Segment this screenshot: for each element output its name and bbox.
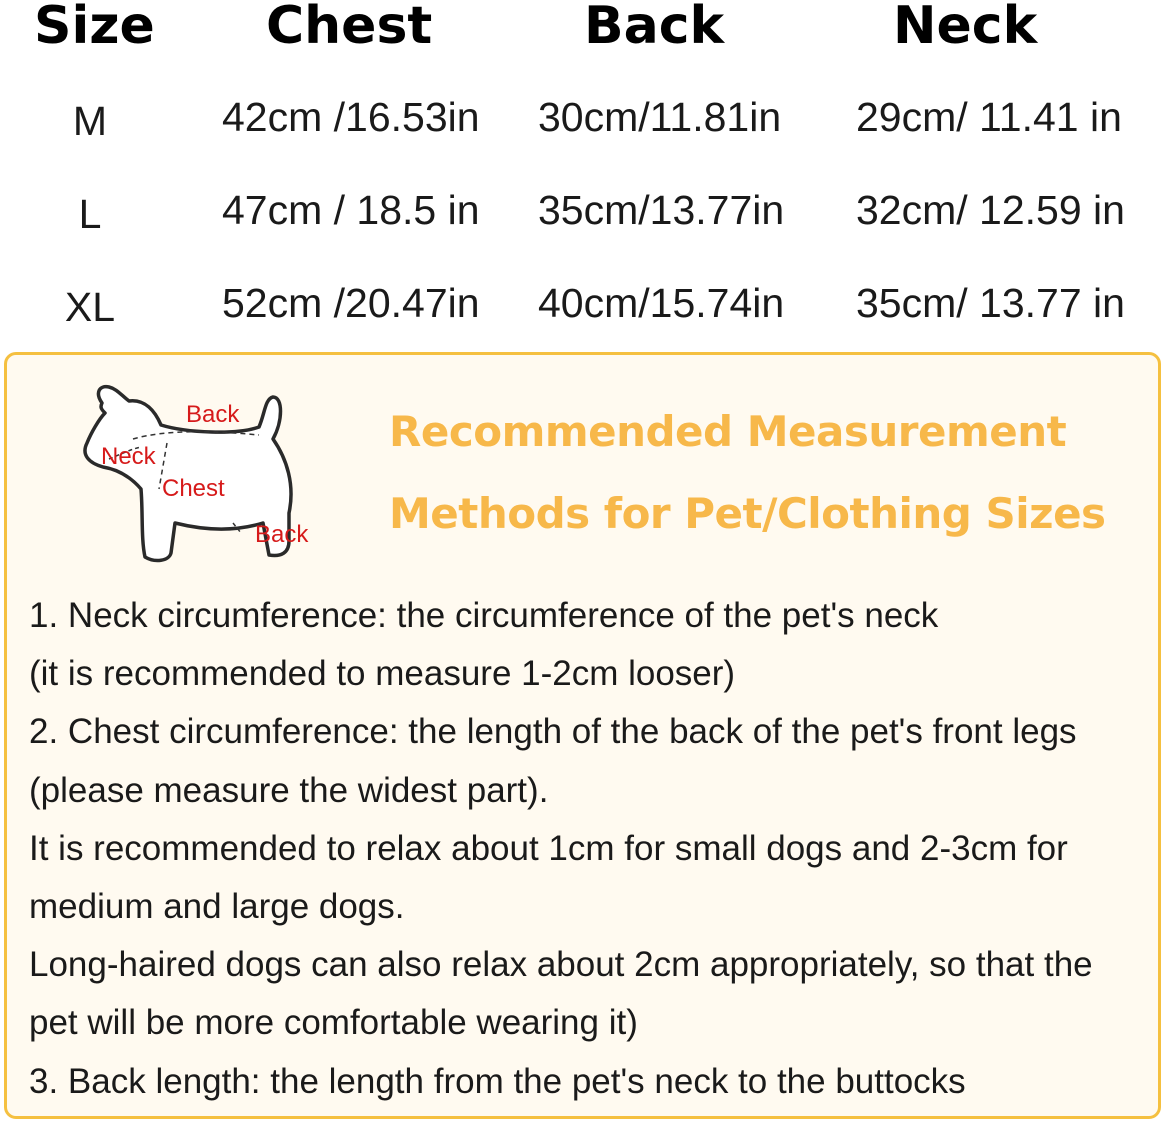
guide-title-line-1: Recommended Measurement	[389, 407, 1067, 456]
row-m-neck: 29cm/ 11.41 in	[856, 94, 1122, 140]
instruction-line: medium and large dogs.	[29, 887, 405, 927]
instruction-line: (please measure the widest part).	[29, 770, 549, 810]
instruction-line: pet will be more comfortable wearing it)	[29, 1003, 638, 1043]
instruction-line: 3. Back length: the length from the pet's neck to the buttocks	[29, 1061, 966, 1101]
size-m-label: M	[72, 98, 108, 144]
row-l-chest: 47cm / 18.5 in	[222, 187, 480, 233]
diagram-label-neck: Neck	[101, 443, 156, 470]
size-l-label: L	[78, 191, 102, 237]
guide-title	[389, 391, 1149, 555]
diagram-label-back-bottom: Back	[255, 521, 309, 548]
row-xl-neck: 35cm/ 13.77 in	[856, 280, 1125, 326]
guide-title-line-2: Methods for Pet/Clothing Sizes	[389, 489, 1106, 538]
measurement-guide	[4, 352, 1161, 1119]
diagram-label-back-top: Back	[186, 401, 240, 428]
header-back: Back	[584, 0, 725, 56]
dog-measurement-diagram	[37, 363, 337, 583]
header-neck: Neck	[893, 0, 1038, 56]
row-m-chest: 42cm /16.53in	[222, 94, 480, 140]
header-chest: Chest	[266, 0, 433, 56]
header-size: Size	[34, 0, 155, 56]
instruction-line: (it is recommended to measure 1-2cm looser)	[29, 654, 736, 694]
row-xl-chest: 52cm /20.47in	[222, 280, 480, 326]
size-table	[0, 0, 1171, 350]
instruction-line: 1. Neck circumference: the circumference of the pet's neck	[29, 596, 939, 635]
dog-outline-icon	[37, 363, 337, 583]
row-xl-back: 40cm/15.74in	[538, 280, 785, 326]
instruction-line: It is recommended to relax about 1cm for small dogs and 2-3cm for	[29, 828, 1068, 868]
row-l-back: 35cm/13.77in	[538, 187, 785, 233]
row-m-back: 30cm/11.81in	[538, 94, 782, 140]
instruction-line: Long-haired dogs can also relax about 2cm appropriately, so that the	[29, 945, 1093, 985]
measurement-instructions	[29, 587, 1154, 1111]
diagram-label-chest: Chest	[162, 475, 225, 502]
size-xl-label: XL	[64, 284, 116, 330]
row-l-neck: 32cm/ 12.59 in	[856, 187, 1125, 233]
instruction-line: 2. Chest circumference: the length of the back of the pet's front legs	[29, 712, 1077, 752]
